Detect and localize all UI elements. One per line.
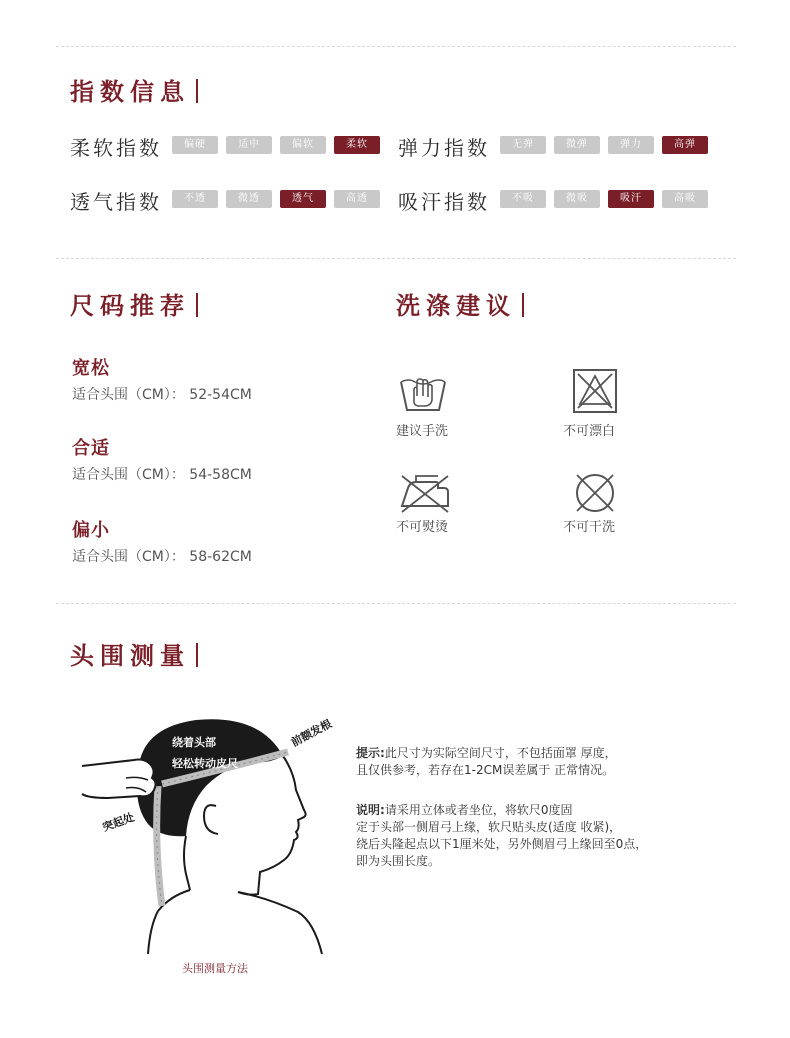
label-front-hairline: 前额发根	[288, 717, 334, 750]
size-loose-name: 宽松	[72, 358, 110, 379]
desc-line-2: 定于头部一侧眉弓上缘，软尺贴头皮(适度 收紧)，	[356, 820, 622, 834]
desc-heading: 说明:	[356, 803, 385, 817]
softness-chip-active: 柔软	[334, 136, 380, 154]
elasticity-chip: 微弹	[554, 136, 600, 154]
index-section-title: 指数信息	[70, 72, 198, 107]
softness-chip: 偏硬	[172, 136, 218, 154]
wash-section-title: 洗涤建议	[396, 286, 524, 321]
elasticity-label: 弹力指数	[398, 136, 490, 160]
elasticity-chip-active: 高弹	[662, 136, 708, 154]
measure-tip	[356, 745, 617, 779]
desc-line-3: 绕后头隆起点以下1厘米处，另外侧眉弓上缘回至0点，	[356, 837, 648, 851]
breathability-chip: 高透	[334, 190, 380, 208]
measure-caption: 头围测量方法	[182, 962, 248, 975]
sweat-chips	[500, 190, 708, 208]
desc-line-4: 即为头围长度。	[356, 854, 441, 868]
softness-chips	[172, 136, 380, 154]
softness-chip: 偏软	[280, 136, 326, 154]
hand-wash-icon	[398, 370, 448, 414]
no-dry-clean-icon	[572, 470, 618, 516]
tip-line-1: 此尺寸为实际空间尺寸，不包括面罩 厚度，	[384, 746, 617, 760]
no-dry-clean-label: 不可干洗	[563, 520, 616, 535]
label-rotate-tape: 轻松转动皮尺	[172, 757, 238, 770]
size-fit-name: 合适	[72, 438, 110, 459]
divider-top	[56, 46, 736, 47]
size-small-range: 适合头围（CM）： 58-62CM	[72, 549, 252, 565]
softness-label: 柔软指数	[70, 136, 162, 160]
size-small-name: 偏小	[72, 520, 110, 541]
tip-heading: 提示:	[356, 746, 385, 760]
label-wrap-head: 绕着头部	[172, 736, 216, 749]
sweat-chip-active: 吸汗	[608, 190, 654, 208]
elasticity-chip: 弹力	[608, 136, 654, 154]
sweat-chip: 高吸	[662, 190, 708, 208]
softness-chip: 适中	[226, 136, 272, 154]
breathability-chips	[172, 190, 380, 208]
divider-low	[56, 603, 736, 604]
no-iron-label: 不可熨烫	[396, 520, 449, 535]
size-fit-range: 适合头围（CM）： 54-58CM	[72, 467, 252, 483]
breathability-label: 透气指数	[70, 190, 162, 214]
size-loose-range: 适合头围（CM）： 52-54CM	[72, 387, 252, 403]
no-bleach-icon	[572, 368, 618, 414]
divider-mid	[56, 258, 736, 259]
breathability-chip-active: 透气	[280, 190, 326, 208]
breathability-chip: 微透	[226, 190, 272, 208]
sweat-label: 吸汗指数	[398, 190, 490, 214]
size-section-title: 尺码推荐	[70, 286, 198, 321]
tip-line-2: 且仅供参考，若存在1-2CM误差属于 正常情况。	[356, 763, 615, 777]
elasticity-chips	[500, 136, 708, 154]
measure-section-title: 头围测量	[70, 636, 198, 671]
label-back-bump: 突起处	[100, 810, 137, 835]
measure-description	[356, 802, 647, 870]
hand-wash-label: 建议手洗	[396, 424, 449, 439]
no-bleach-label: 不可漂白	[563, 424, 616, 439]
sweat-chip: 不吸	[500, 190, 546, 208]
sweat-chip: 微吸	[554, 190, 600, 208]
breathability-chip: 不透	[172, 190, 218, 208]
no-iron-icon	[398, 472, 452, 514]
desc-line-1: 请采用立体或者坐位，将软尺0度固	[384, 803, 573, 817]
elasticity-chip: 无弹	[500, 136, 546, 154]
